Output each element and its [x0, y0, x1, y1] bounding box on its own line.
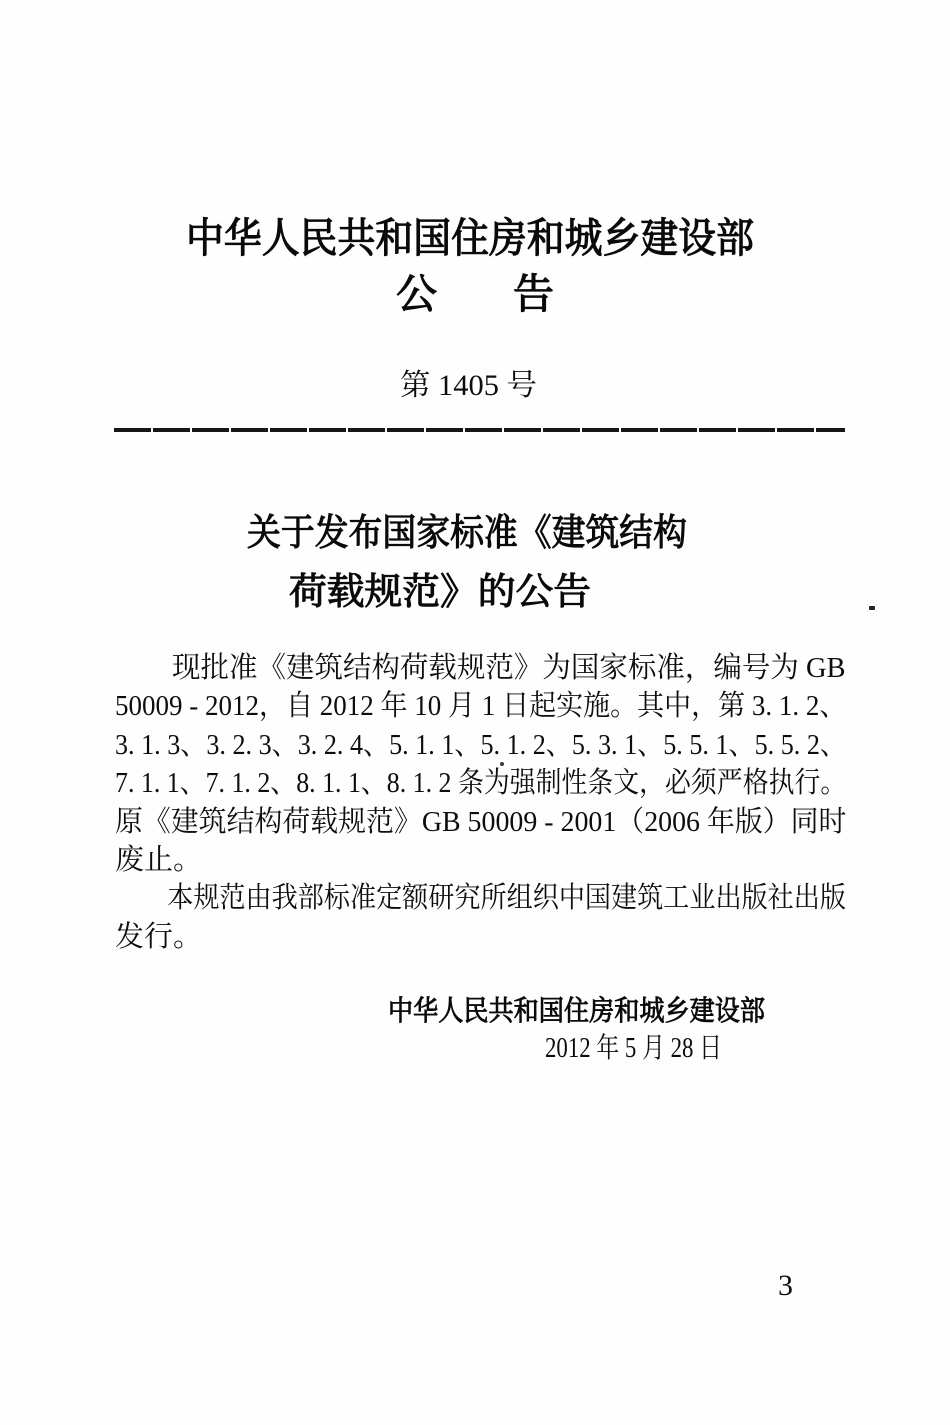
body-line-text: 发行。	[115, 920, 203, 953]
announcement-char-gong: 公	[396, 271, 437, 317]
body-line	[115, 726, 846, 764]
notice-title-line2	[289, 572, 591, 614]
body-line	[115, 841, 846, 879]
page-number-text: 3	[778, 1269, 793, 1302]
body-line-text: 50009 - 2012，自 2012 年 10 月 1 日起实施。其中，第 3. 1. 2、	[115, 690, 847, 723]
body-line	[115, 764, 846, 802]
body-line	[115, 803, 846, 841]
body-line	[115, 879, 846, 917]
body-line	[115, 649, 846, 687]
scan-speck	[500, 762, 504, 766]
signature-date-text: 2012 年 5 月 28 日	[545, 1033, 723, 1064]
signature-date	[545, 1034, 722, 1064]
body-line-text: 7. 1. 1、7. 1. 2、8. 1. 1、8. 1. 2 条为强制性条文，必须严格执行。	[115, 767, 847, 800]
notice-body	[115, 649, 846, 956]
announcement-word	[0, 272, 950, 316]
body-line-text: 3. 1. 3、3. 2. 3、3. 2. 4、5. 1. 1、5. 1. 2、5. 3. 1、5. 5. 1、5. 5. 2、	[115, 728, 847, 761]
announcement-char-gao: 告	[513, 271, 554, 317]
header-ministry-title	[186, 216, 754, 260]
doc-number	[400, 370, 537, 402]
body-line	[115, 687, 846, 725]
notice-title-line2-text: 荷载规范》的公告	[289, 572, 591, 613]
header-divider-line	[114, 428, 845, 432]
notice-title-line1-text: 关于发布国家标准《建筑结构	[247, 513, 687, 554]
scan-speck	[869, 606, 875, 610]
body-line-text: 本规范由我部标准定额研究所组织中国建筑工业出版社出版	[115, 882, 847, 915]
body-line-text: 废止。	[115, 843, 203, 876]
signature-ministry-text: 中华人民共和国住房和城乡建设部	[388, 995, 766, 1026]
body-line-text: 原《建筑结构荷载规范》GB 50009 - 2001（2006 年版）同时	[115, 805, 847, 838]
body-line	[115, 918, 846, 956]
page-number	[778, 1270, 808, 1302]
header-ministry-title-text: 中华人民共和国住房和城乡建设部	[186, 215, 754, 261]
signature-ministry	[388, 996, 765, 1026]
body-line-text: 现批准《建筑结构荷载规范》为国家标准，编号为 GB	[115, 652, 846, 684]
doc-number-text: 第 1405 号	[400, 369, 537, 402]
notice-title-line1	[247, 513, 687, 555]
